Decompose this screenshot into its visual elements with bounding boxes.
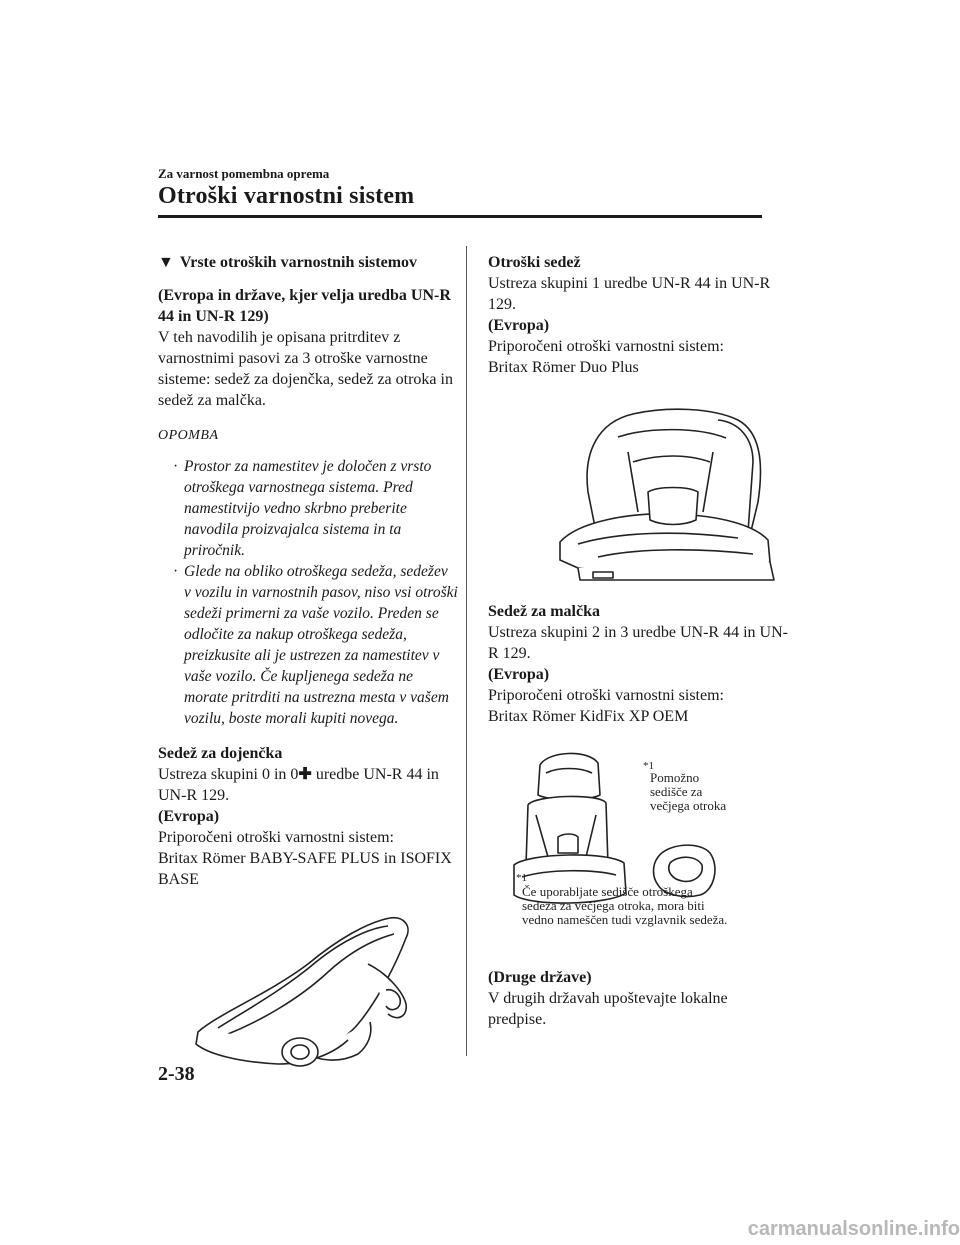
notes-list [158,456,458,729]
child-seat-heading: Otroški sedež [488,254,581,271]
page-title: Otroški varnostni sistem [158,183,415,209]
column-divider [466,246,467,1056]
footnote-text: vedno nameščen tudi vzglavnik sedeža. [522,912,728,927]
right-column [488,252,788,1030]
other-countries-heading: (Druge države) [488,969,592,986]
footnote-text: sedeža za večjega otroka, mora biti [522,898,705,913]
infant-region: (Evropa) [158,808,220,825]
bullet-icon: · [173,458,179,475]
section-label: Za varnost pomembna oprema [158,166,330,181]
booster-label: sedišče za [650,784,703,799]
child-region: (Evropa) [488,317,550,334]
toddler-recommended-label: Priporočeni otroški varnostni sistem: [488,687,724,704]
toddler-seat-heading: Sedež za malčka [488,603,600,620]
booster-label: Pomožno [650,770,700,785]
infant-model: Britax Römer BABY-SAFE PLUS in ISOFIX BASE [158,850,452,888]
title-rule [158,215,762,218]
booster-label: večjega otroka [650,798,727,813]
bullet-icon: · [173,563,179,580]
page-number: 2-38 [158,1063,195,1085]
booster-figure [488,745,788,945]
infant-recommended-label: Priporočeni otroški varnostni sistem: [158,829,394,846]
plus-icon: ✚ [298,766,312,783]
toddler-model: Britax Römer KidFix XP OEM [488,708,689,725]
watermark: carmanualsonline.info [747,1218,960,1240]
note-label: OPOMBA [158,428,219,443]
footnote-marker: *1 [516,872,527,884]
infant-seat-illustration [158,904,458,1084]
toddler-region: (Evropa) [488,666,550,683]
child-seat-text: Ustreza skupini 1 uredbe UN-R 44 in UN-R 129. [488,275,771,313]
triangle-down-icon: ▼ [158,254,174,271]
other-countries-text: V drugih državah upoštevajte lokalne predpise. [488,990,728,1028]
child-recommended-label: Priporočeni otroški varnostni sistem: [488,338,724,355]
note-item: · Prostor za namestitev je določen z vrsto otroškega varnostnega sistema. Pred namestitvijo vedno skrbno preberite navodila proizvajalca sistema in ta priročnik. [173,458,432,559]
left-column [158,252,458,1084]
toddler-seat-text: Ustreza skupini 2 in 3 uredbe UN-R 44 in UN-R 129. [488,624,788,662]
infant-seat-heading: Sedež za dojenčka [158,745,283,762]
region-heading: (Evropa in države, kjer velja uredba UN-R 44 in UN-R 129) [158,287,451,325]
footnote-text: Če uporabljate sedišče otroškega [522,884,693,899]
types-heading: ▼ Vrste otroških varnostnih sistemov [158,254,418,271]
child-model: Britax Römer Duo Plus [488,359,639,376]
booster-marker: *1 [643,760,654,772]
note-item: · Glede na obliko otroškega sedeža, sedežev v vozilu in varnostnih pasov, niso vsi otroški sedeži primerni za vaše vozilo. Preden se odločite za nakup otroškega sedeža, preizkusite ali je ustrezen za namestitev v vaše vozilo. Če kupljenega sedeža ne morate pritrditi na ustrezna mesta v vašem vozilu, boste morali kupiti novega. [173,563,458,727]
intro-text: V teh navodilih je opisana pritrditev z varnostnimi pasovi za 3 otroške varnostne sisteme: sedež za dojenčka, sedež za otroka in sedež za malčka. [158,329,453,409]
child-seat-illustration [538,392,808,587]
infant-seat-text: Ustreza skupini 0 in 0✚ uredbe UN-R 44 in UN-R 129. [158,766,439,804]
